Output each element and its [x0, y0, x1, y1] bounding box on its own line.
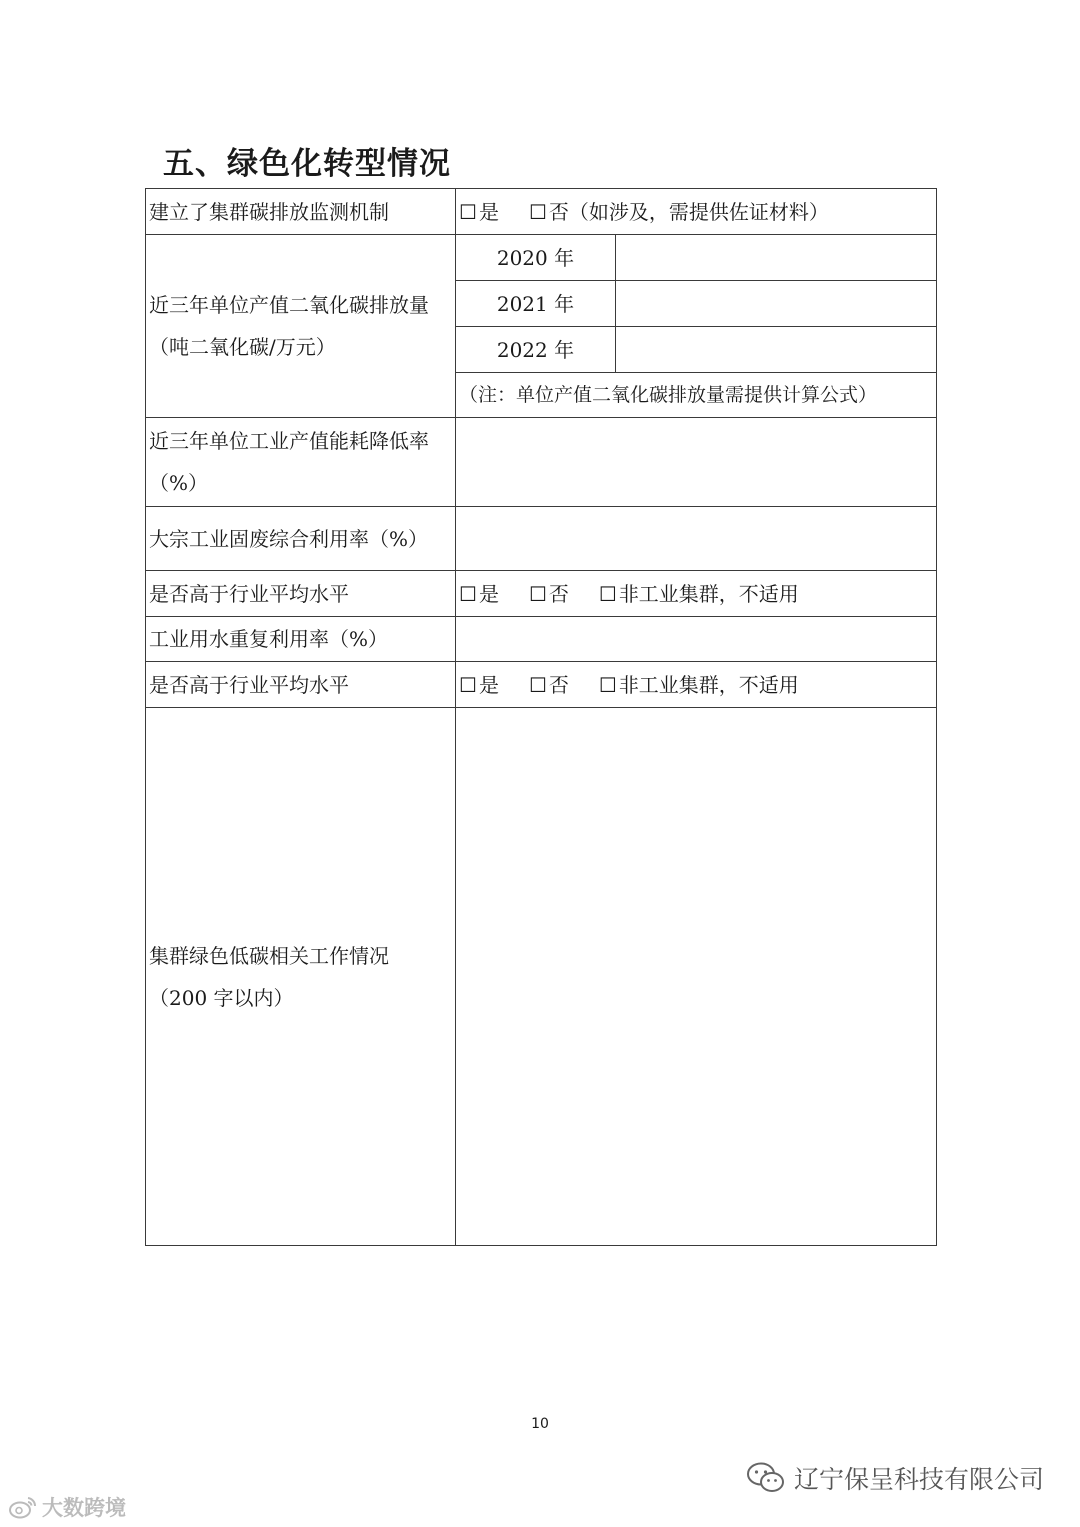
- row-label: [146, 418, 456, 507]
- table-row: [146, 507, 937, 571]
- option-label: 是: [478, 672, 499, 697]
- table-row: [146, 617, 937, 662]
- table-row: [146, 708, 937, 1246]
- option-label: 否: [548, 672, 569, 697]
- row-label: [146, 708, 456, 1246]
- checkbox-not-applicable[interactable]: ☐: [598, 581, 617, 606]
- label-line: 集群绿色低碳相关工作情况: [149, 943, 389, 968]
- option-label: 非工业集群，不适用: [618, 581, 799, 606]
- description-textarea[interactable]: [456, 708, 937, 1246]
- table-row: [146, 418, 937, 507]
- row-label: 是否高于行业平均水平: [146, 662, 456, 708]
- row-label: 工业用水重复利用率（%）: [146, 617, 456, 662]
- value-field[interactable]: [616, 235, 937, 281]
- year-label: 2022 年: [456, 327, 616, 373]
- checkbox-not-applicable[interactable]: ☐: [598, 672, 617, 697]
- table-row: [146, 189, 937, 235]
- row-label: [146, 235, 456, 418]
- options-cell: [456, 571, 937, 617]
- checkbox-yes[interactable]: ☐: [459, 581, 477, 606]
- value-field[interactable]: [456, 507, 937, 571]
- table-row: [146, 235, 937, 281]
- option-label: 是: [478, 199, 499, 224]
- checkbox-yes[interactable]: ☐: [459, 199, 477, 224]
- checkbox-no[interactable]: ☐: [528, 672, 547, 697]
- row-label: 建立了集群碳排放监测机制: [146, 189, 456, 235]
- watermark-text: 辽宁保呈科技有限公司: [793, 1465, 1044, 1494]
- option-label: 否（如涉及，需提供佐证材料）: [548, 199, 829, 224]
- section-title: 五、绿色化转型情况: [163, 146, 451, 182]
- wechat-watermark: [746, 1460, 1044, 1496]
- row-label: 大宗工业固废综合利用率（%）: [146, 507, 456, 571]
- formula-note: （注：单位产值二氧化碳排放量需提供计算公式）: [456, 373, 937, 418]
- green-transformation-table: [145, 188, 937, 1246]
- watermark-text: 大数跨境: [42, 1496, 126, 1520]
- label-line: 近三年单位产值二氧化碳排放量: [149, 293, 429, 317]
- value-field[interactable]: [616, 281, 937, 327]
- page-number: 10: [531, 1416, 549, 1432]
- checkbox-no[interactable]: ☐: [528, 581, 547, 606]
- options-cell: [456, 662, 937, 708]
- value-field[interactable]: [616, 327, 937, 373]
- table-row: [146, 571, 937, 617]
- checkbox-no[interactable]: ☐: [528, 199, 547, 224]
- row-label: 是否高于行业平均水平: [146, 571, 456, 617]
- weibo-icon: [8, 1494, 38, 1520]
- option-label: 否: [548, 581, 569, 606]
- year-label: 2021 年: [456, 281, 616, 327]
- year-label: 2020 年: [456, 235, 616, 281]
- option-label: 非工业集群，不适用: [618, 672, 799, 697]
- value-field[interactable]: [456, 617, 937, 662]
- label-line: （吨二氧化碳/万元）: [149, 335, 336, 359]
- option-label: 是: [478, 581, 499, 606]
- weibo-watermark: [8, 1492, 126, 1522]
- wechat-icon: [746, 1461, 786, 1495]
- checkbox-yes[interactable]: ☐: [459, 672, 477, 697]
- value-field[interactable]: [456, 418, 937, 507]
- options-cell: [456, 189, 937, 235]
- label-line: 近三年单位工业产值能耗降低率: [149, 429, 429, 453]
- label-line: （200 字以内）: [149, 985, 294, 1010]
- table-row: [146, 662, 937, 708]
- label-line: （%）: [149, 471, 209, 495]
